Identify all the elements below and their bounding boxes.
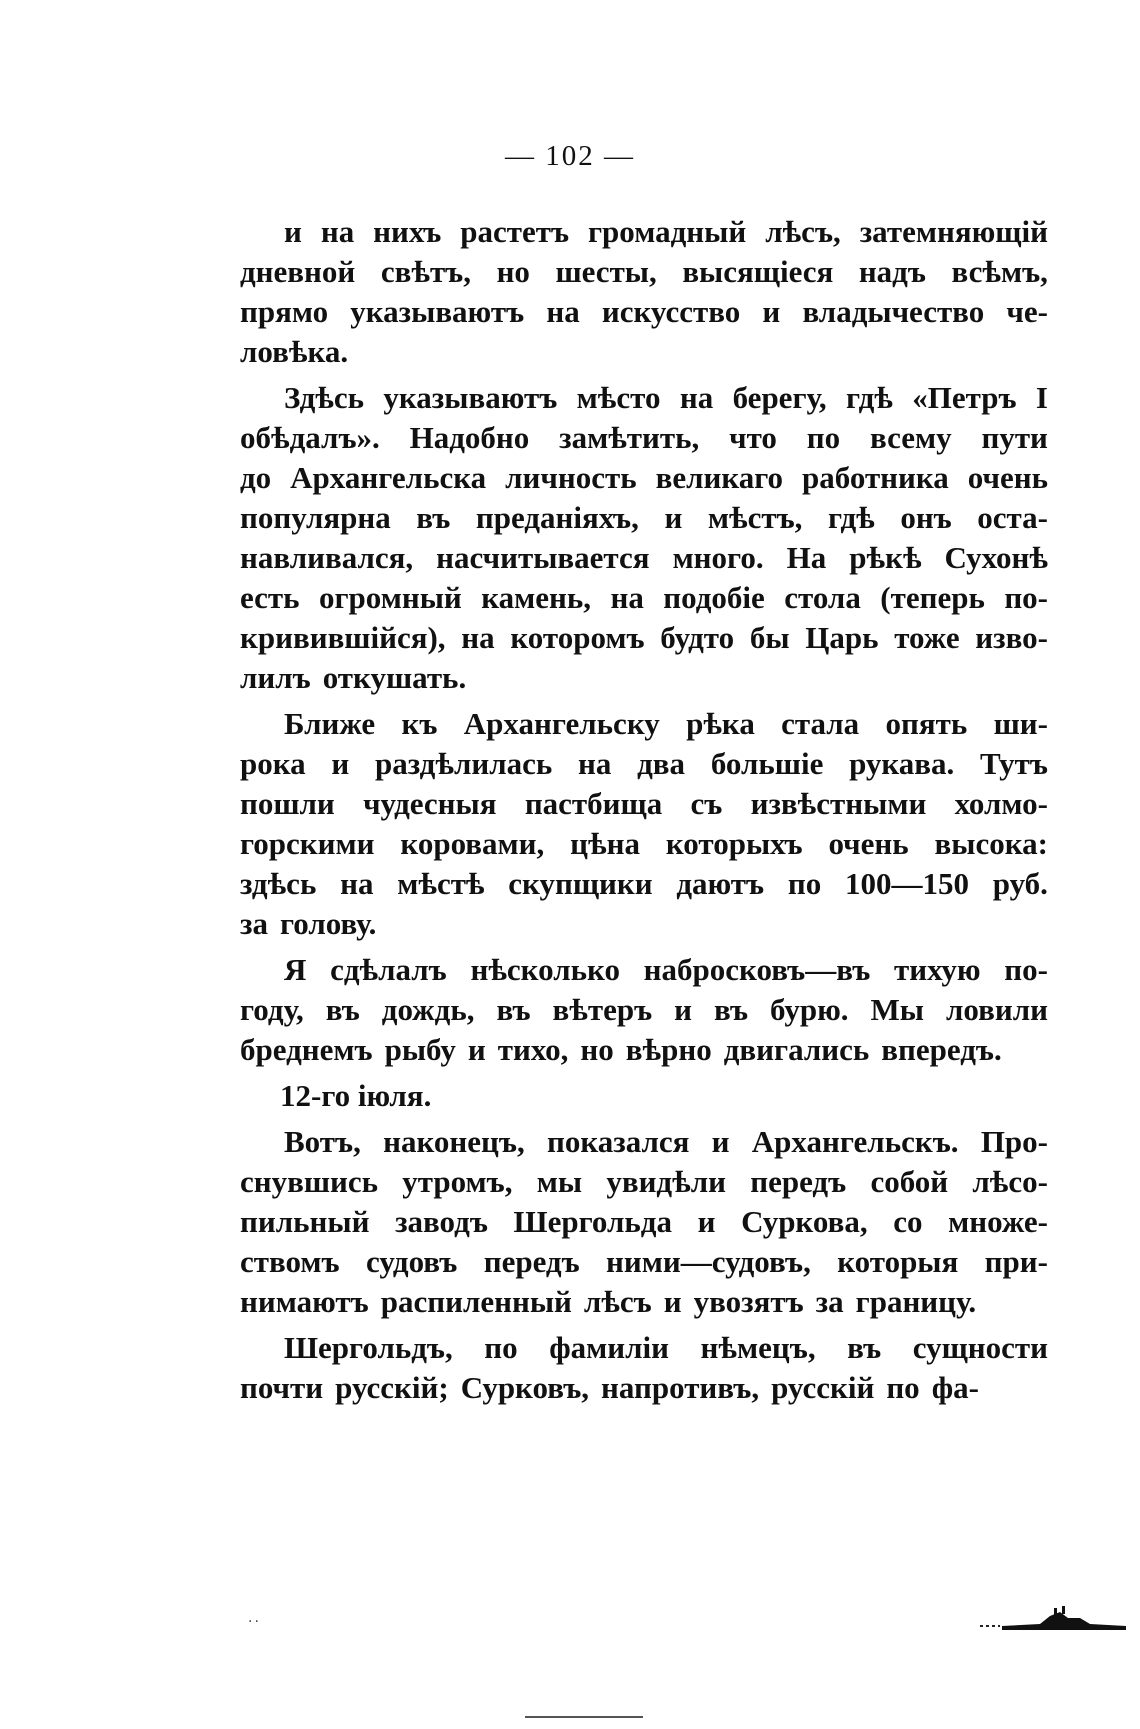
paragraph: [240, 378, 1048, 698]
word: Здѣсь: [284, 380, 365, 415]
word: личность: [505, 460, 637, 495]
word: извѣстными: [750, 786, 927, 821]
word: большіе: [710, 746, 824, 781]
word: на: [679, 380, 714, 415]
word: которыя: [837, 1244, 959, 1279]
text-line: [240, 332, 1048, 372]
text-line: [240, 990, 1048, 1030]
word: высящіеся: [682, 254, 834, 289]
word: передъ: [750, 1164, 847, 1199]
word: въ: [325, 992, 360, 1027]
word: онъ: [900, 500, 952, 535]
text-line: [240, 950, 1048, 990]
word: но: [580, 1032, 614, 1067]
word: преданіяхъ,: [475, 500, 639, 535]
paragraph: [240, 1122, 1048, 1322]
word: нихъ: [373, 214, 442, 249]
paragraph: [240, 704, 1048, 944]
text-line: [240, 418, 1048, 458]
text-line: [240, 1030, 1048, 1070]
word: судовъ: [365, 1244, 458, 1279]
word: почти: [240, 1370, 324, 1405]
word: по: [484, 1330, 518, 1365]
word: фа-: [931, 1370, 979, 1405]
word: руб.: [992, 866, 1048, 901]
word: будто: [660, 620, 735, 655]
word: (теперь: [880, 580, 985, 615]
word: Про-: [980, 1124, 1048, 1159]
body-text: [240, 212, 1048, 1408]
word: Сурковъ,: [460, 1370, 590, 1405]
word: сущности: [912, 1330, 1048, 1365]
word: всему: [869, 420, 952, 455]
word: шесты,: [555, 254, 657, 289]
text-line: [240, 212, 1048, 252]
word: по-: [1004, 952, 1048, 987]
word: фамиліи: [549, 1330, 669, 1365]
text-line: [240, 784, 1048, 824]
word: изво-: [975, 620, 1048, 655]
word: мѣстѣ: [397, 866, 485, 901]
word: Надобно: [409, 420, 530, 455]
word: 100—150: [844, 866, 969, 901]
word: прямо: [240, 294, 329, 329]
word: которыхъ: [665, 826, 803, 861]
word: раздѣлилась: [375, 746, 553, 781]
word: пильный: [240, 1204, 370, 1239]
word: Суркова,: [741, 1204, 868, 1239]
word: по: [787, 866, 822, 901]
word: и: [331, 746, 350, 781]
word: Сухонѣ: [944, 540, 1048, 575]
word: искусство: [601, 294, 741, 329]
word: I: [1035, 380, 1048, 415]
word: указываютъ: [383, 380, 558, 415]
word: лѣсъ: [583, 1284, 652, 1319]
word: и: [663, 1284, 682, 1319]
word: въ: [847, 1330, 882, 1365]
word: и: [664, 500, 683, 535]
word: и: [674, 992, 693, 1027]
word: впередъ.: [881, 1032, 1002, 1067]
word: очень: [828, 826, 909, 861]
word: рѣкѣ: [849, 540, 922, 575]
word: году,: [240, 992, 304, 1027]
word: ши-: [993, 706, 1048, 741]
word: распиленный: [380, 1284, 572, 1319]
word: Вотъ,: [284, 1124, 361, 1159]
word: ствомъ: [240, 1244, 340, 1279]
word: рыбу: [384, 1032, 456, 1067]
word: оста-: [977, 500, 1048, 535]
word: по-: [1004, 580, 1048, 615]
word: что: [729, 420, 777, 455]
word: ними—судовъ,: [606, 1244, 811, 1279]
word: владычество: [802, 294, 985, 329]
word: гдѣ: [846, 380, 893, 415]
word: берегу,: [732, 380, 827, 415]
text-line: [240, 658, 1048, 698]
word: мѣстъ,: [707, 500, 803, 535]
text-line: [240, 1328, 1048, 1368]
word: На: [786, 540, 827, 575]
word: рѣка: [686, 706, 755, 741]
word: со: [893, 1204, 923, 1239]
word: опять: [885, 706, 968, 741]
word: утромъ,: [402, 1164, 513, 1199]
word: на: [320, 214, 355, 249]
word: снувшись: [240, 1164, 379, 1199]
word: много.: [672, 540, 764, 575]
word: высока:: [934, 826, 1048, 861]
word: на: [578, 746, 612, 781]
word: лѣсъ,: [765, 214, 841, 249]
word: «Петръ: [912, 380, 1017, 415]
text-line: [240, 704, 1048, 744]
word: надъ: [858, 254, 926, 289]
ship-ornament-icon: [980, 1604, 1128, 1634]
word: даютъ: [676, 866, 765, 901]
word: сдѣлалъ: [330, 952, 447, 987]
word: горскими: [240, 826, 375, 861]
word: стола: [784, 580, 861, 615]
word: рукава.: [849, 746, 955, 781]
word: всѣмъ,: [951, 254, 1048, 289]
word: въ: [714, 992, 749, 1027]
word: вѣтеръ: [552, 992, 653, 1027]
word: цѣна: [570, 826, 640, 861]
word: камень,: [481, 580, 591, 615]
word: замѣтить,: [559, 420, 700, 455]
word: за: [815, 1284, 844, 1319]
text-line: [240, 498, 1048, 538]
word: двигались: [723, 1032, 870, 1067]
word: чудесныя: [363, 786, 497, 821]
word: че-: [1006, 294, 1048, 329]
text-line: [240, 1242, 1048, 1282]
word: популярна: [240, 500, 391, 535]
word: къ: [401, 706, 438, 741]
word: за: [240, 906, 268, 941]
word: на: [546, 294, 580, 329]
paragraph: [240, 950, 1048, 1070]
word: пути: [981, 420, 1048, 455]
word: скупщики: [508, 866, 653, 901]
word: до: [240, 460, 272, 495]
word: здѣсь: [240, 866, 317, 901]
word: Я: [284, 952, 307, 987]
text-line: [240, 292, 1048, 332]
word: подобіе: [663, 580, 765, 615]
word: напротивъ,: [601, 1370, 760, 1405]
word: русскій: [771, 1370, 875, 1405]
word: Царь: [805, 620, 879, 655]
word: Шергольда: [513, 1204, 672, 1239]
word: Ближе: [284, 706, 376, 741]
word: откушать.: [322, 660, 467, 695]
word: вѣрно: [625, 1032, 712, 1067]
text-line: [240, 538, 1048, 578]
word: пастбища: [524, 786, 663, 821]
ornament-dots: ..: [248, 1610, 261, 1626]
word: собой: [870, 1164, 949, 1199]
text-line: [240, 458, 1048, 498]
word: указываютъ: [350, 294, 525, 329]
word: стала: [781, 706, 860, 741]
word: навливался,: [240, 540, 414, 575]
word: Шергольдъ,: [284, 1330, 453, 1365]
word: рока: [240, 746, 306, 781]
word: свѣтъ,: [380, 254, 471, 289]
text-line: [240, 1122, 1048, 1162]
text-line: [240, 252, 1048, 292]
word: русскій;: [335, 1370, 449, 1405]
word: увидѣли: [606, 1164, 726, 1199]
word: нѣсколько: [470, 952, 620, 987]
word: увозятъ: [693, 1284, 804, 1319]
word: ловили: [945, 992, 1048, 1027]
date-heading: 12-го іюля.: [280, 1078, 432, 1113]
word: въ: [496, 992, 531, 1027]
word: нимаютъ: [240, 1284, 369, 1319]
word: и: [711, 1124, 730, 1159]
word: тоже: [894, 620, 960, 655]
word: при-: [984, 1244, 1048, 1279]
text-line: [240, 864, 1048, 904]
word: на: [340, 866, 374, 901]
word: затемняющій: [859, 214, 1048, 249]
text-line: [240, 378, 1048, 418]
text-line: [240, 1162, 1048, 1202]
text-line: [240, 744, 1048, 784]
word: бурю.: [770, 992, 849, 1027]
word: съ: [690, 786, 723, 821]
word: лѣсо-: [972, 1164, 1048, 1199]
word: насчитывается: [436, 540, 650, 575]
word: холмо-: [954, 786, 1048, 821]
text-line: [240, 578, 1048, 618]
text-line: [240, 1202, 1048, 1242]
word: растетъ: [460, 214, 570, 249]
word: коровами,: [400, 826, 545, 861]
word: ловѣка.: [240, 334, 349, 369]
word: и: [762, 294, 781, 329]
text-line: [240, 824, 1048, 864]
word: кривившійся),: [240, 620, 446, 655]
page-number: — 102 —: [505, 140, 635, 172]
word: дневной: [240, 254, 356, 289]
word: два: [637, 746, 686, 781]
word: въ: [416, 500, 451, 535]
word: набросковъ—въ: [643, 952, 871, 987]
text-line: [240, 618, 1048, 658]
word: Мы: [870, 992, 924, 1027]
word: Архангельска: [290, 460, 487, 495]
word: есть: [240, 580, 300, 615]
word: пошли: [240, 786, 335, 821]
paragraph: [240, 212, 1048, 372]
word: очень: [967, 460, 1048, 495]
word: огромный: [318, 580, 462, 615]
word: дождь,: [381, 992, 475, 1027]
text-line: [240, 904, 1048, 944]
word: на: [610, 580, 644, 615]
word: гдѣ: [827, 500, 875, 535]
word: на: [461, 620, 495, 655]
word: бреднемъ: [240, 1032, 373, 1067]
word: обѣдалъ».: [240, 420, 380, 455]
text-line: [240, 1282, 1048, 1322]
word: показался: [546, 1124, 690, 1159]
word: которомъ: [510, 620, 645, 655]
word: и: [284, 214, 302, 249]
word: Архангельску: [463, 706, 660, 741]
word: голову.: [279, 906, 377, 941]
word: по: [886, 1370, 920, 1405]
word: Архангельскъ.: [751, 1124, 959, 1159]
word: множе-: [948, 1204, 1048, 1239]
word: тихо,: [497, 1032, 569, 1067]
word: великаго: [655, 460, 784, 495]
word: работника: [802, 460, 949, 495]
bottom-rule: [525, 1716, 643, 1718]
paragraph: [240, 1328, 1048, 1408]
word: мѣсто: [576, 380, 661, 415]
word: громадный: [587, 214, 747, 249]
word: по: [806, 420, 841, 455]
word: но: [496, 254, 530, 289]
word: заводъ: [395, 1204, 488, 1239]
word: нѣмецъ,: [700, 1330, 816, 1365]
word: мы: [536, 1164, 583, 1199]
word: передъ: [483, 1244, 580, 1279]
word: наконецъ,: [383, 1124, 525, 1159]
word: границу.: [855, 1284, 977, 1319]
word: тихую: [893, 952, 981, 987]
word: Тутъ: [980, 746, 1048, 781]
text-line: [240, 1368, 1048, 1408]
word: и: [697, 1204, 716, 1239]
word: лилъ: [240, 660, 311, 695]
word: бы: [749, 620, 790, 655]
word: и: [467, 1032, 486, 1067]
